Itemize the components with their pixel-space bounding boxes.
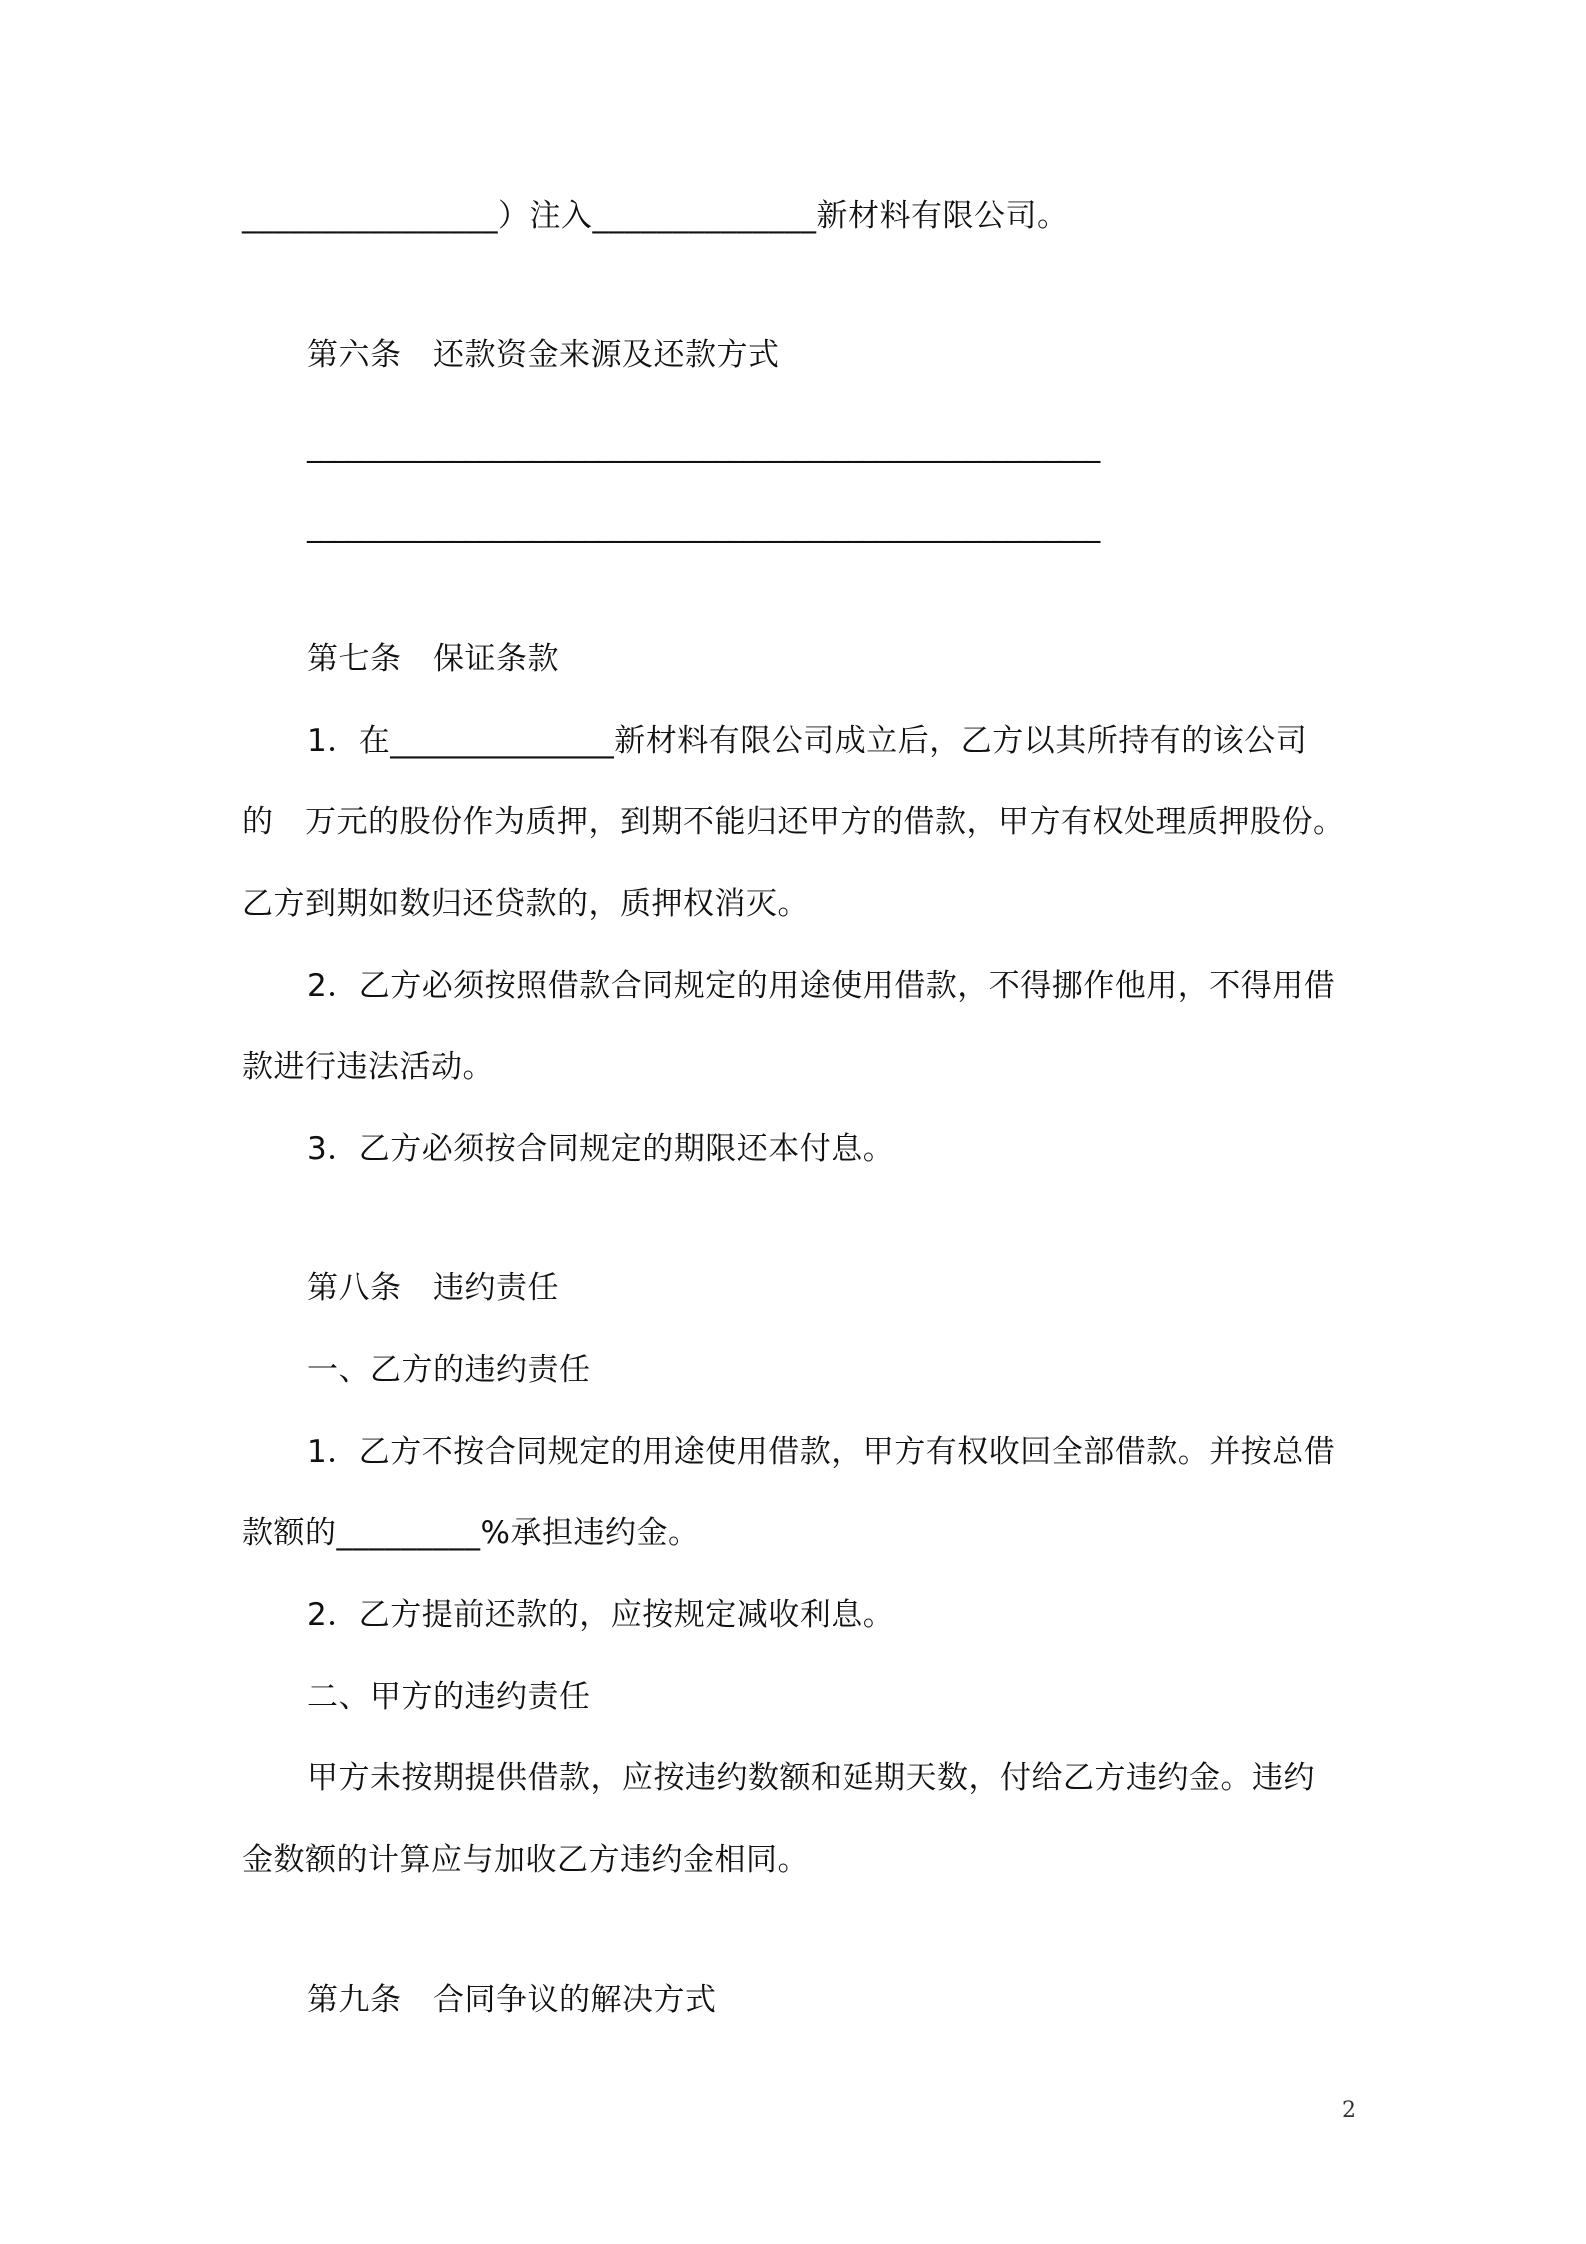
text-line: 2．乙方必须按照借款合同规定的用途使用借款，不得挪作他用，不得用借 xyxy=(307,968,1336,1004)
text-line: ________________）注入______________新材料有限公司。 xyxy=(242,198,1069,234)
text-line: 1．乙方不按合同规定的用途使用借款，甲方有权收回全部借款。并按总借 xyxy=(307,1434,1336,1470)
article-7-heading: 第七条 保证条款 xyxy=(307,641,559,677)
text-line: 甲方未按期提供借款，应按违约数额和延期天数，付给乙方违约金。违约 xyxy=(307,1760,1315,1796)
article-6-heading: 第六条 还款资金来源及还款方式 xyxy=(307,337,780,373)
text-line: 款额的_________%承担违约金。 xyxy=(242,1515,700,1551)
text-line: 2．乙方提前还款的，应按规定减收利息。 xyxy=(307,1597,895,1633)
subheading: 一、乙方的违约责任 xyxy=(307,1352,591,1388)
text-line: 款进行违法活动。 xyxy=(242,1049,494,1085)
subheading: 二、甲方的违约责任 xyxy=(307,1679,591,1715)
text-line: 乙方到期如数归还贷款的，质押权消灭。 xyxy=(242,886,809,922)
page-number: 2 xyxy=(1342,2098,1356,2123)
blank-line: ____________________________________________________________ xyxy=(307,509,1100,543)
article-9-heading: 第九条 合同争议的解决方式 xyxy=(307,1982,717,2018)
text-line: 1．在______________新材料有限公司成立后，乙方以其所持有的该公司 xyxy=(307,723,1308,759)
text-line: 的 万元的股份作为质押，到期不能归还甲方的借款，甲方有权处理质押股份。 xyxy=(242,804,1345,840)
blank-line: ____________________________________________________________ xyxy=(307,429,1100,463)
article-8-heading: 第八条 违约责任 xyxy=(307,1270,559,1306)
text-line: 3．乙方必须按合同规定的期限还本付息。 xyxy=(307,1131,895,1167)
text-line: 金数额的计算应与加收乙方违约金相同。 xyxy=(242,1842,809,1878)
